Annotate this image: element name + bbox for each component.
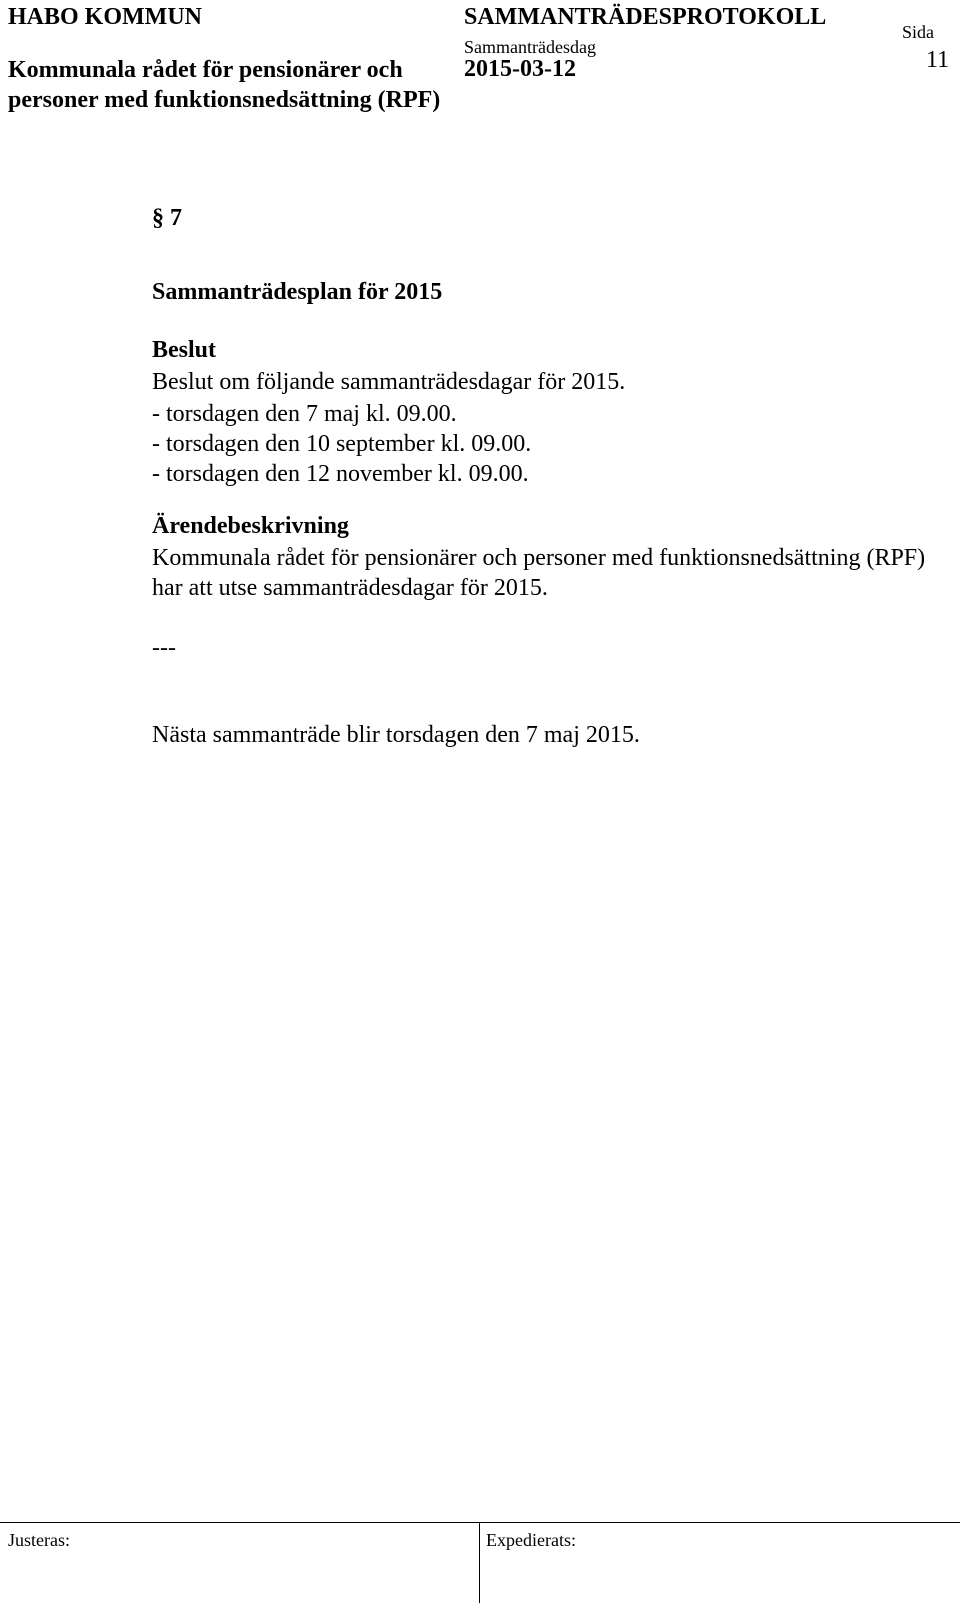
- decision-intro: Beslut om följande sammanträdesdagar för 2015.: [152, 369, 626, 395]
- section-number: § 7: [152, 205, 182, 231]
- list-item: - torsdagen den 10 september kl. 09.00.: [152, 431, 532, 457]
- footer-divider: [479, 1522, 480, 1603]
- decision-heading: Beslut: [152, 337, 217, 363]
- separator: ---: [152, 635, 176, 661]
- description-heading: Ärendebeskrivning: [152, 513, 349, 539]
- document-type: SAMMANTRÄDESPROTOKOLL: [464, 4, 827, 30]
- section-title: Sammanträdesplan för 2015: [152, 279, 443, 305]
- meeting-date-label: Sammanträdesdag: [464, 37, 596, 57]
- page-label: Sida: [902, 22, 935, 42]
- verified-label: Justeras:: [8, 1530, 70, 1550]
- meeting-date: 2015-03-12: [464, 56, 576, 82]
- description-text: Kommunala rådet för pensionärer och personer med funktionsnedsättning (RPF) har att utse sammanträdesdagar för 2015.: [152, 545, 926, 601]
- next-meeting: Nästa sammanträde blir torsdagen den 7 maj 2015.: [152, 722, 640, 748]
- committee-name: Kommunala rådet för pensionärer och personer med funktionsnedsättning (RPF): [8, 57, 441, 113]
- page-number: 11: [926, 47, 950, 73]
- organization-name: HABO KOMMUN: [8, 4, 202, 30]
- footer-rule: [0, 1522, 960, 1523]
- dispatched-label: Expedierats:: [486, 1530, 576, 1550]
- list-item: - torsdagen den 12 november kl. 09.00.: [152, 461, 529, 487]
- list-item: - torsdagen den 7 maj kl. 09.00.: [152, 401, 457, 427]
- meeting-dates-list: [152, 399, 531, 489]
